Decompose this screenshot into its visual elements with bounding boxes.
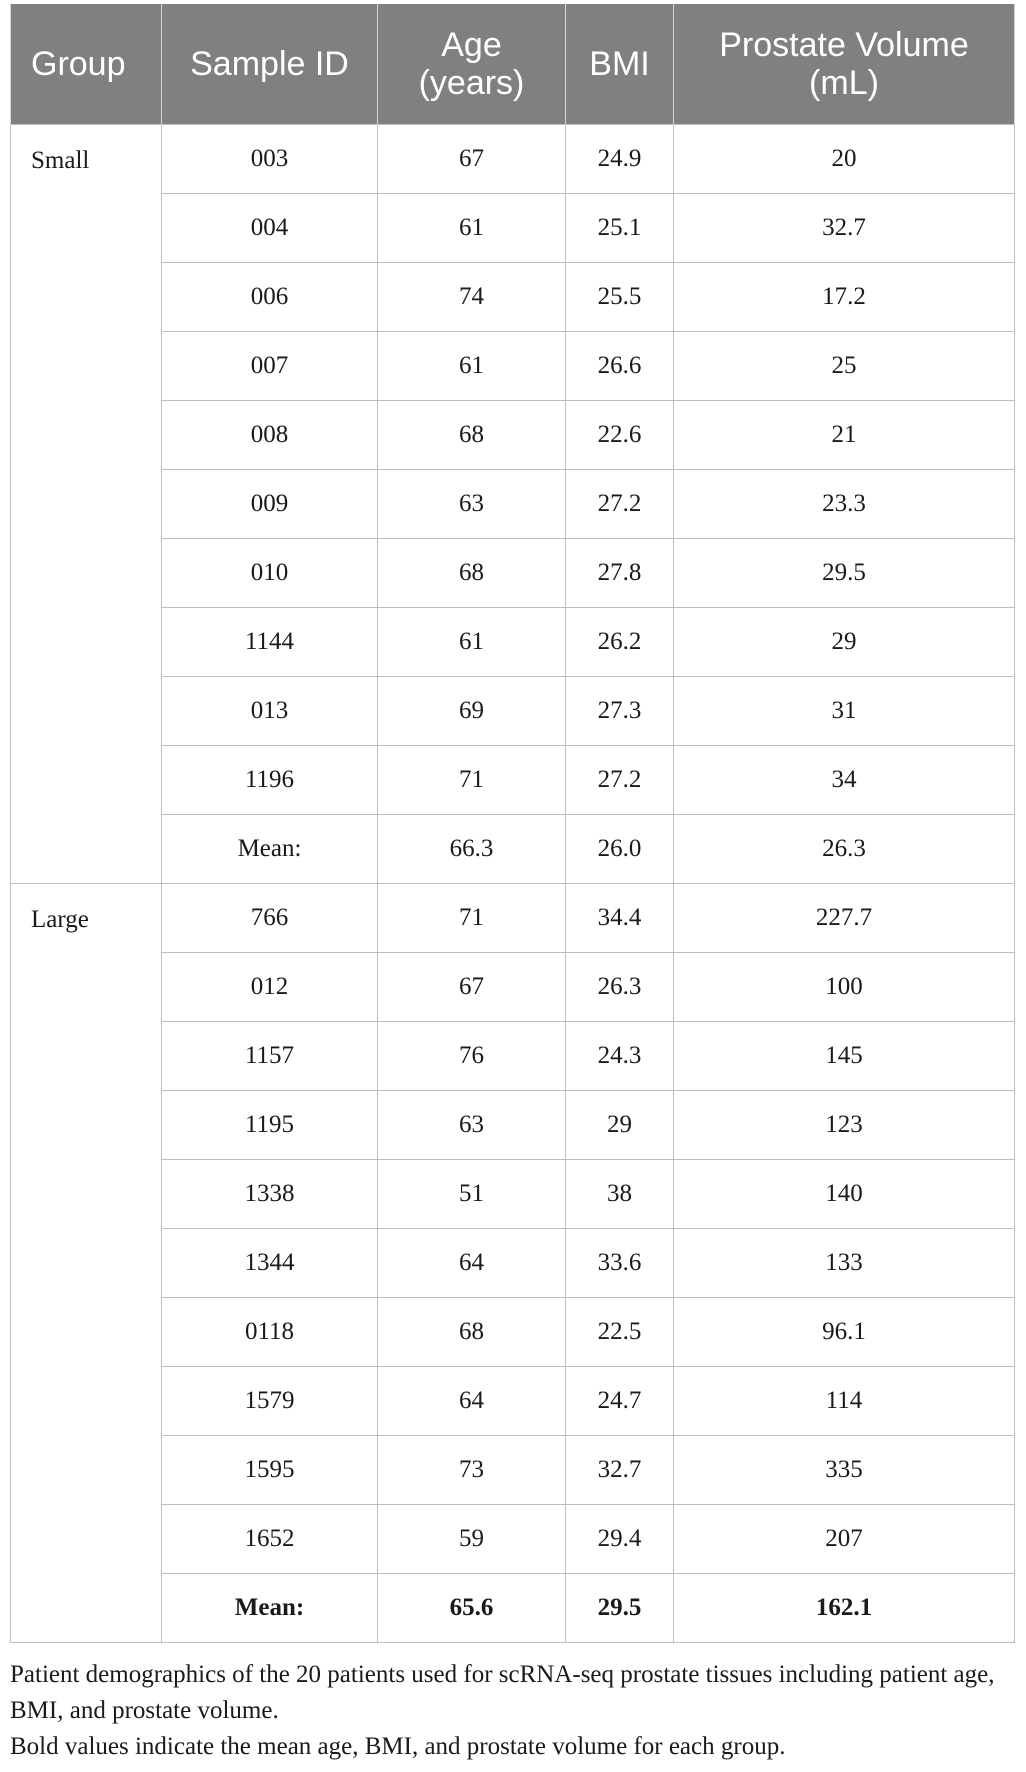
sample-id-cell: 004 (162, 194, 378, 263)
bmi-cell: 26.3 (566, 953, 674, 1022)
group-label: Large (11, 884, 162, 1643)
footnote-description: Patient demographics of the 20 patients used for scRNA-seq prostate tissues including patient age, BMI, and prostate volume. (10, 1661, 995, 1724)
table-row (11, 401, 1015, 470)
bmi-cell: 22.6 (566, 401, 674, 470)
age-cell: 68 (378, 401, 566, 470)
volume-cell: 26.3 (674, 815, 1015, 884)
volume-cell: 227.7 (674, 884, 1015, 953)
table-row (11, 1091, 1015, 1160)
sample-id-cell: 1579 (162, 1367, 378, 1436)
sample-id-cell: 010 (162, 539, 378, 608)
table-header-row (11, 4, 1015, 125)
sample-id-cell: 1338 (162, 1160, 378, 1229)
volume-cell: 207 (674, 1505, 1015, 1574)
header-prostate-volume: Prostate Volume (mL) (674, 4, 1015, 125)
table-row (11, 884, 1015, 953)
age-cell: 68 (378, 1298, 566, 1367)
bmi-cell: 22.5 (566, 1298, 674, 1367)
bmi-cell: 24.7 (566, 1367, 674, 1436)
bmi-cell: 38 (566, 1160, 674, 1229)
bmi-cell: 27.3 (566, 677, 674, 746)
age-cell: 51 (378, 1160, 566, 1229)
age-cell: 61 (378, 332, 566, 401)
table-row (11, 332, 1015, 401)
volume-cell: 34 (674, 746, 1015, 815)
volume-cell: 140 (674, 1160, 1015, 1229)
table-row (11, 1022, 1015, 1091)
age-cell: 73 (378, 1436, 566, 1505)
bmi-cell: 32.7 (566, 1436, 674, 1505)
table-row (11, 263, 1015, 332)
table-row (11, 1436, 1015, 1505)
sample-id-cell: 007 (162, 332, 378, 401)
bmi-cell: 24.3 (566, 1022, 674, 1091)
bmi-cell: 33.6 (566, 1229, 674, 1298)
sample-id-cell: 1195 (162, 1091, 378, 1160)
sample-id-cell: 1144 (162, 608, 378, 677)
table-footnotes (10, 1657, 1014, 1765)
demographics-table (10, 4, 1015, 1643)
header-bmi: BMI (566, 4, 674, 125)
footnote-bold-note: Bold values indicate the mean age, BMI, and prostate volume for each group. (10, 1733, 786, 1760)
table-row (11, 1229, 1015, 1298)
bmi-cell: 25.5 (566, 263, 674, 332)
age-cell: 65.6 (378, 1574, 566, 1643)
volume-cell: 31 (674, 677, 1015, 746)
bmi-cell: 27.2 (566, 470, 674, 539)
header-group: Group (11, 4, 162, 125)
table-row (11, 608, 1015, 677)
bmi-cell: 24.9 (566, 125, 674, 194)
sample-id-cell: 012 (162, 953, 378, 1022)
age-cell: 63 (378, 1091, 566, 1160)
age-cell: 64 (378, 1229, 566, 1298)
age-cell: 66.3 (378, 815, 566, 884)
age-cell: 68 (378, 539, 566, 608)
sample-id-cell: 1652 (162, 1505, 378, 1574)
bmi-cell: 29.5 (566, 1574, 674, 1643)
age-cell: 63 (378, 470, 566, 539)
age-cell: 71 (378, 746, 566, 815)
volume-cell: 162.1 (674, 1574, 1015, 1643)
age-cell: 61 (378, 608, 566, 677)
table-row (11, 194, 1015, 263)
bmi-cell: 27.2 (566, 746, 674, 815)
sample-id-cell: 013 (162, 677, 378, 746)
volume-cell: 17.2 (674, 263, 1015, 332)
age-cell: 76 (378, 1022, 566, 1091)
volume-cell: 32.7 (674, 194, 1015, 263)
bmi-cell: 26.2 (566, 608, 674, 677)
header-sample-id: Sample ID (162, 4, 378, 125)
volume-cell: 20 (674, 125, 1015, 194)
table-row (11, 1505, 1015, 1574)
table-row (11, 470, 1015, 539)
mean-label: Mean: (162, 1574, 378, 1643)
sample-id-cell: 009 (162, 470, 378, 539)
age-cell: 61 (378, 194, 566, 263)
volume-cell: 100 (674, 953, 1015, 1022)
volume-cell: 21 (674, 401, 1015, 470)
volume-cell: 145 (674, 1022, 1015, 1091)
sample-id-cell: 1344 (162, 1229, 378, 1298)
table-row (11, 677, 1015, 746)
bmi-cell: 29.4 (566, 1505, 674, 1574)
sample-id-cell: 006 (162, 263, 378, 332)
volume-cell: 335 (674, 1436, 1015, 1505)
mean-row (11, 1574, 1015, 1643)
age-cell: 71 (378, 884, 566, 953)
bmi-cell: 29 (566, 1091, 674, 1160)
group-label: Small (11, 125, 162, 884)
age-cell: 67 (378, 953, 566, 1022)
volume-cell: 25 (674, 332, 1015, 401)
sample-id-cell: 0118 (162, 1298, 378, 1367)
age-cell: 69 (378, 677, 566, 746)
sample-id-cell: 1595 (162, 1436, 378, 1505)
sample-id-cell: 008 (162, 401, 378, 470)
volume-cell: 133 (674, 1229, 1015, 1298)
mean-row (11, 815, 1015, 884)
table-body (11, 125, 1015, 1643)
volume-cell: 29 (674, 608, 1015, 677)
sample-id-cell: 1157 (162, 1022, 378, 1091)
age-cell: 67 (378, 125, 566, 194)
volume-cell: 123 (674, 1091, 1015, 1160)
mean-label: Mean: (162, 815, 378, 884)
volume-cell: 96.1 (674, 1298, 1015, 1367)
volume-cell: 114 (674, 1367, 1015, 1436)
table-row (11, 539, 1015, 608)
table-row (11, 1160, 1015, 1229)
sample-id-cell: 766 (162, 884, 378, 953)
volume-cell: 23.3 (674, 470, 1015, 539)
table-row (11, 746, 1015, 815)
bmi-cell: 25.1 (566, 194, 674, 263)
bmi-cell: 26.6 (566, 332, 674, 401)
bmi-cell: 27.8 (566, 539, 674, 608)
age-cell: 74 (378, 263, 566, 332)
bmi-cell: 34.4 (566, 884, 674, 953)
table-row (11, 125, 1015, 194)
table-row (11, 953, 1015, 1022)
table-row (11, 1298, 1015, 1367)
volume-cell: 29.5 (674, 539, 1015, 608)
table-container (10, 4, 1014, 1765)
bmi-cell: 26.0 (566, 815, 674, 884)
sample-id-cell: 003 (162, 125, 378, 194)
age-cell: 64 (378, 1367, 566, 1436)
table-row (11, 1367, 1015, 1436)
age-cell: 59 (378, 1505, 566, 1574)
header-age: Age (years) (378, 4, 566, 125)
sample-id-cell: 1196 (162, 746, 378, 815)
